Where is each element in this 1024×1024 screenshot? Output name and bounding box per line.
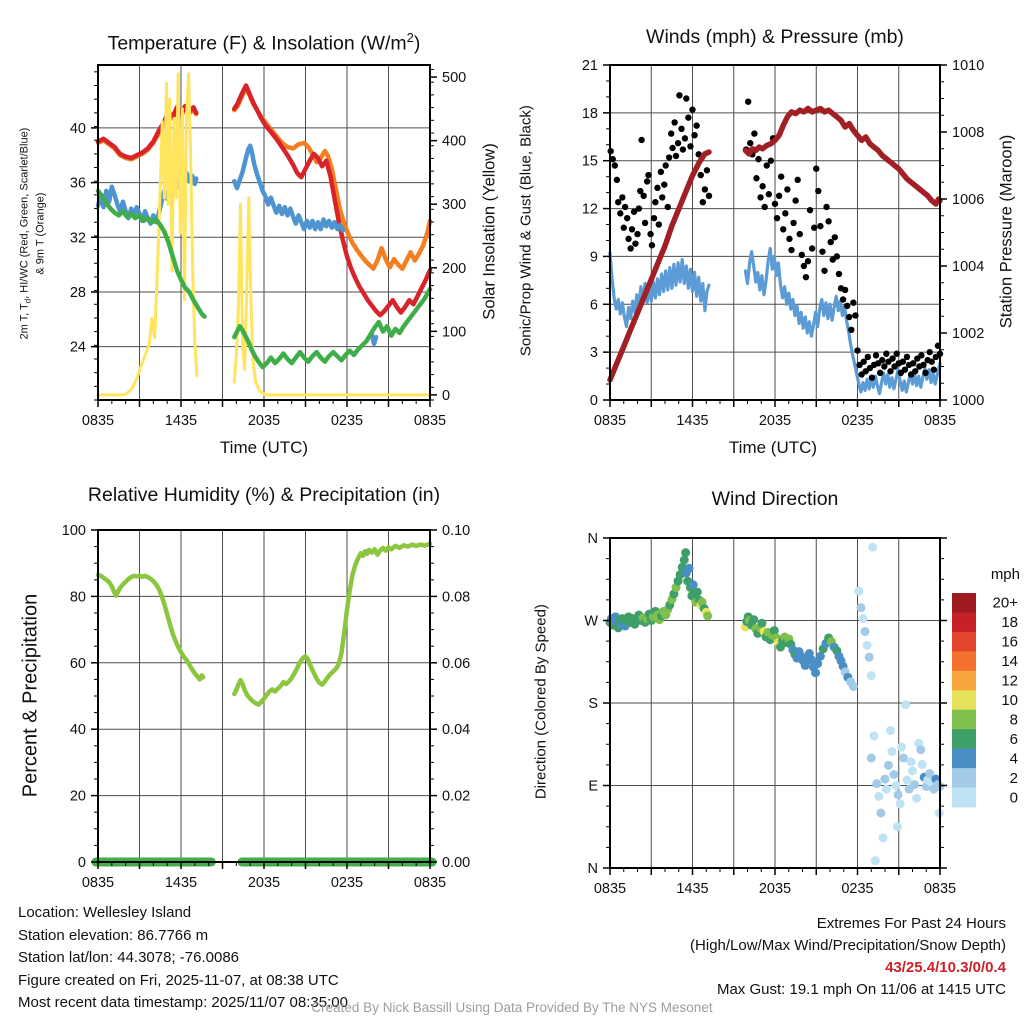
svg-text:32: 32 [69,230,86,247]
extremes-block [690,913,1006,1001]
station-elevation: Station elevation: 86.7766 m [18,926,209,944]
svg-text:S: S [588,696,598,712]
pressure-y-axis-label: Station Pressure (Maroon) [997,134,1016,329]
svg-text:1435: 1435 [676,881,709,897]
svg-text:2035: 2035 [758,881,792,897]
svg-text:400: 400 [442,133,467,150]
svg-text:0835: 0835 [923,413,957,429]
svg-text:80: 80 [69,589,86,606]
humidity-chart-title: Relative Humidity (%) & Precipitation (in) [87,484,441,506]
svg-text:1435: 1435 [164,413,198,429]
svg-text:0835: 0835 [923,881,957,897]
svg-text:8: 8 [1009,711,1018,729]
wind-direction-chart-title: Wind Direction [711,488,839,510]
svg-text:1006: 1006 [952,192,985,208]
svg-text:200: 200 [442,260,467,277]
svg-text:N: N [587,531,598,547]
extremes-subtitle: (High/Low/Max Wind/Precipitation/Snow Depth) [690,937,1006,954]
data-timestamp: Most recent data timestamp: 2025/11/07 08:35:00 [18,994,348,1011]
wind-y-axis-label: Sonic/Prop Wind & Gust (Blue, Black) [517,105,535,357]
svg-text:2035: 2035 [247,875,281,891]
svg-text:36: 36 [69,175,86,192]
svg-text:2035: 2035 [758,413,792,429]
svg-text:N: N [587,861,598,877]
svg-text:W: W [584,613,598,630]
svg-text:6: 6 [589,297,598,314]
station-info-block [18,902,348,1015]
direction-y-axis-label: Direction (Colored By Speed) [532,604,550,800]
percent-precip-y-axis-label: Percent & Precipitation [19,593,42,798]
svg-text:20+: 20+ [992,594,1018,612]
svg-text:0835: 0835 [81,875,115,891]
insolation-y-axis-label: Solar Insolation (Yellow) [480,143,499,320]
svg-text:0: 0 [589,393,598,409]
svg-text:100: 100 [61,523,86,539]
svg-text:0.02: 0.02 [442,788,471,805]
squared-superscript: 2 [406,30,414,45]
svg-text:0.08: 0.08 [442,589,471,606]
svg-text:0.00: 0.00 [442,855,471,871]
svg-text:20: 20 [69,788,86,805]
station-location: Location: Wellesley Island [18,904,192,921]
svg-text:E: E [588,778,598,795]
svg-text:1435: 1435 [676,413,709,429]
svg-text:1002: 1002 [952,326,985,342]
svg-text:0: 0 [77,855,86,871]
svg-text:0835: 0835 [593,413,627,429]
time-axis-label-right: Time (UTC) [728,438,818,457]
wind-direction-chart [512,478,1024,898]
svg-text:18: 18 [1001,614,1018,632]
winds-chart-title: Winds (mph) & Pressure (mb) [646,26,904,48]
svg-text:21: 21 [581,58,598,74]
svg-text:40: 40 [69,722,86,739]
svg-text:3: 3 [589,345,598,362]
colorbar-unit-label: mph [990,566,1020,583]
svg-text:2: 2 [1009,769,1018,787]
svg-text:0: 0 [1009,789,1018,807]
svg-text:9: 9 [589,249,598,266]
svg-text:28: 28 [69,284,86,301]
svg-text:0: 0 [442,387,451,404]
svg-text:500: 500 [442,70,467,87]
svg-text:1435: 1435 [164,875,198,891]
svg-text:40: 40 [69,120,86,137]
svg-text:0.04: 0.04 [442,722,471,739]
time-axis-label-left: Time (UTC) [219,438,309,457]
temp-y-axis-label: 2m T, $T_d$, HI/WC (Red, Green, Scarlet/Blue) & 9m T (Orange) [18,127,47,340]
svg-text:6: 6 [1009,730,1018,748]
svg-text:2035: 2035 [247,413,281,429]
svg-text:0835: 0835 [413,413,447,429]
svg-text:0235: 0235 [330,413,364,429]
temperature-insolation-chart [0,8,512,470]
svg-text:0835: 0835 [81,413,115,429]
svg-text:0835: 0835 [593,881,627,897]
extremes-title: Extremes For Past 24 Hours [816,915,1006,932]
svg-text:10: 10 [1001,692,1018,709]
svg-text:15: 15 [581,153,598,170]
svg-text:1010: 1010 [952,58,985,74]
svg-text:0.06: 0.06 [442,655,471,672]
svg-text:4: 4 [1009,750,1018,768]
station-latlon: Station lat/lon: 44.3078; -76.0086 [18,949,240,966]
svg-text:60: 60 [69,655,86,672]
svg-text:18: 18 [581,105,598,122]
extremes-values: 43/25.4/10.3/0/0.4 [885,959,1006,976]
temperature-chart-title: Temperature (F) & Insolation $(W/m^2)$ [107,30,421,55]
svg-text:24: 24 [69,339,86,356]
svg-text:0235: 0235 [330,875,364,891]
svg-text:12: 12 [581,201,598,218]
svg-text:0235: 0235 [841,413,874,429]
humidity-precip-chart [0,478,512,898]
svg-text:0235: 0235 [841,881,874,897]
max-gust: Max Gust: 19.1 mph On 11/06 at 1415 UTC [716,981,1006,998]
svg-text:100: 100 [442,324,467,341]
svg-text:1004: 1004 [952,259,985,275]
svg-text:0.10: 0.10 [442,523,471,539]
credit-text: Created By Nick Bassill Using Data Provided By The NYS Mesonet [311,1000,713,1015]
figure-created: Figure created on Fri, 2025-11-07, at 08:38 UTC [18,971,339,989]
svg-text:14: 14 [1001,653,1018,671]
svg-text:1008: 1008 [952,125,985,141]
svg-text:0835: 0835 [413,875,447,891]
svg-text:300: 300 [442,197,467,214]
svg-text:16: 16 [1001,633,1018,651]
svg-text:1000: 1000 [952,393,985,409]
svg-text:12: 12 [1001,672,1018,690]
winds-pressure-chart [512,8,1024,470]
